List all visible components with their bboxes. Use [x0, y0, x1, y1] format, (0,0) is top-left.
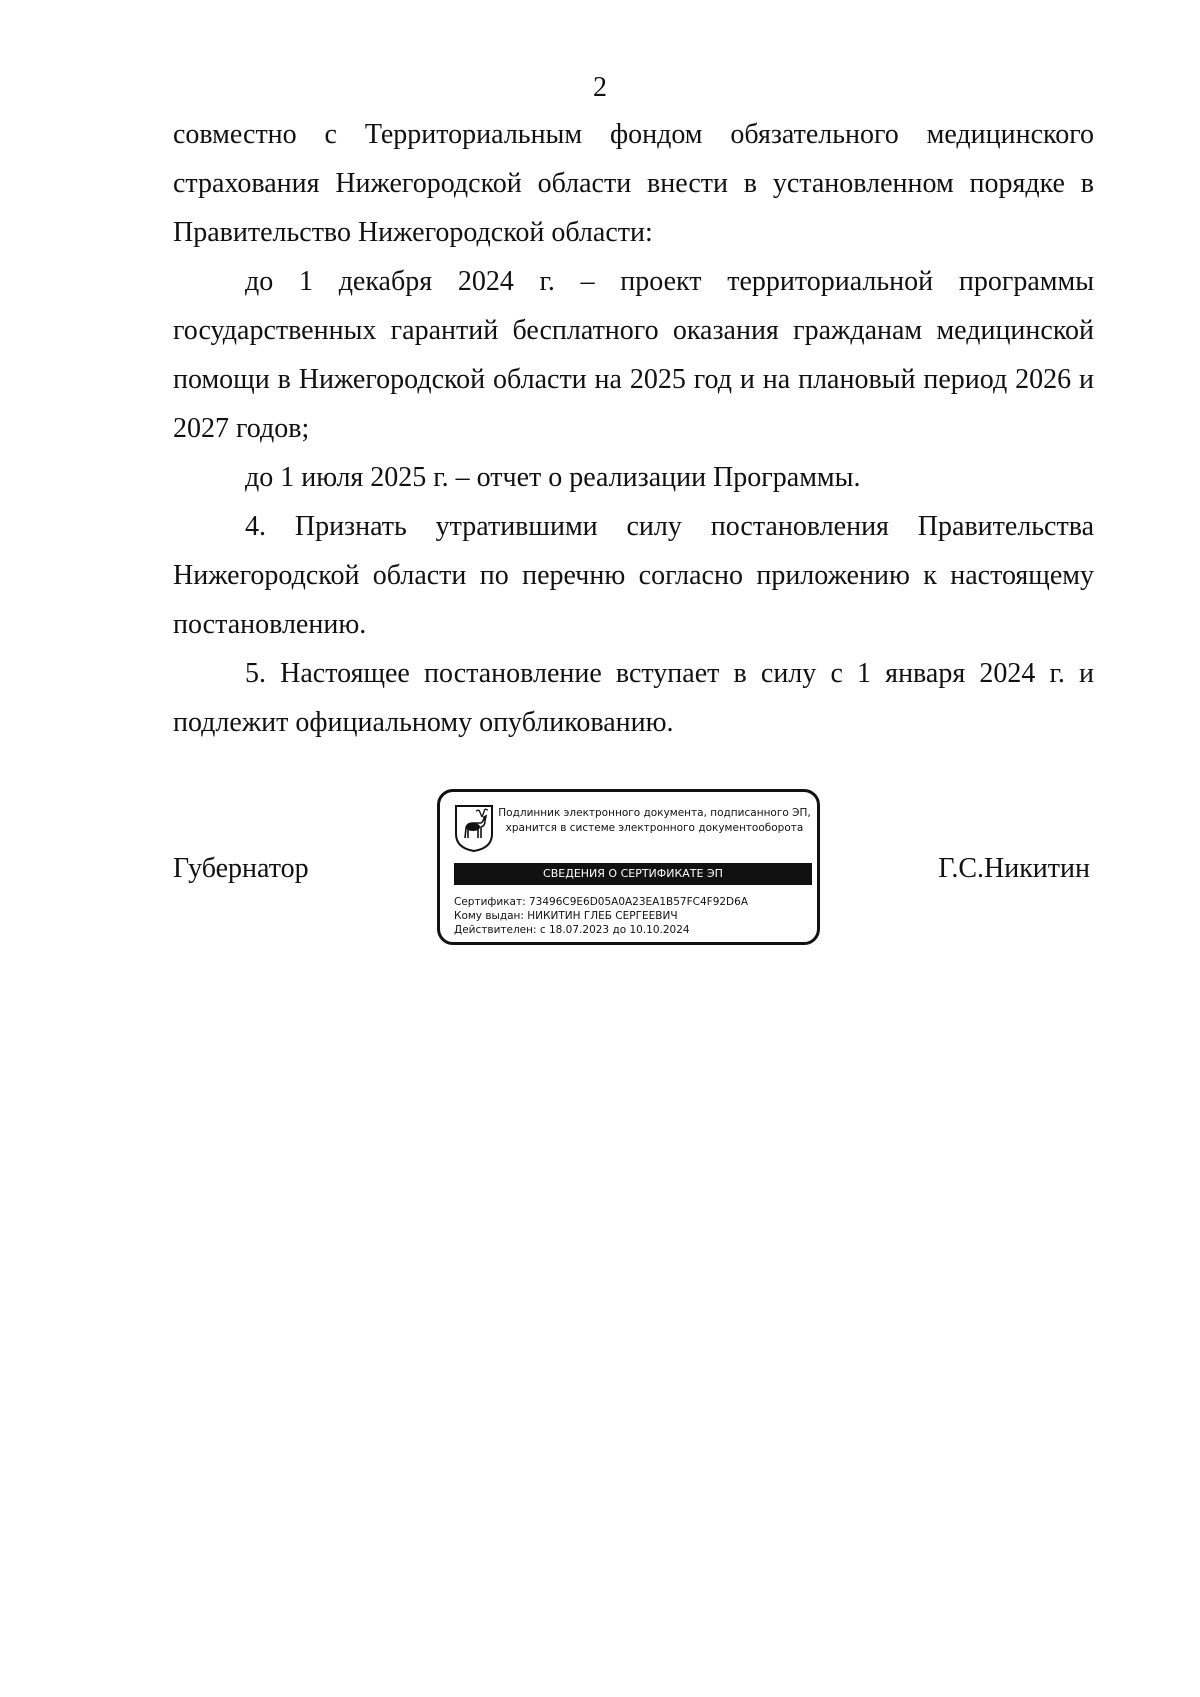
certificate-owner: Кому выдан: НИКИТИН ГЛЕБ СЕРГЕЕВИЧ	[454, 910, 678, 922]
signatory-title: Губернатор	[173, 853, 309, 884]
stamp-header-line-2: хранится в системе электронного документооборота	[505, 822, 804, 834]
paragraph-deadline-program: до 1 декабря 2024 г. – проект территориальной программы государственных гарантий бесплатного оказания гражданам медицинской помощи в Нижегородской области на 2025 год и на плановый период 2026 и 2027 годов;	[173, 266, 1094, 444]
paragraph-item-5: 5. Настоящее постановление вступает в силу с 1 января 2024 г. и подлежит официальному опубликованию.	[173, 658, 1094, 738]
paragraph-item-4: 4. Признать утратившими силу постановления Правительства Нижегородской области по перечню согласно приложению к настоящему постановлению.	[173, 511, 1094, 640]
stamp-header-line-1: Подлинник электронного документа, подписанного ЭП,	[498, 807, 811, 819]
page-number: 2	[593, 72, 607, 103]
certificate-validity: Действителен: с 18.07.2023 до 10.10.2024	[454, 924, 690, 936]
signature-block	[173, 787, 1094, 952]
certificate-info-bar: СВЕДЕНИЯ О СЕРТИФИКАТЕ ЭП	[454, 863, 812, 885]
paragraph-intro: совместно с Территориальным фондом обязательного медицинского страхования Нижегородской области внести в установленном порядке в Правительство Нижегородской области:	[173, 119, 1094, 248]
stamp-header	[492, 806, 817, 836]
signatory-name: Г.С.Никитин	[938, 853, 1090, 884]
document-body	[173, 110, 1094, 747]
paragraph-deadline-report: до 1 июля 2025 г. – отчет о реализации Программы.	[245, 462, 861, 493]
coat-of-arms-icon	[454, 804, 494, 852]
certificate-details	[454, 895, 814, 937]
electronic-signature-stamp	[437, 789, 820, 945]
certificate-number: Сертификат: 73496C9E6D05A0A23EA1B57FC4F92D6A	[454, 896, 749, 908]
